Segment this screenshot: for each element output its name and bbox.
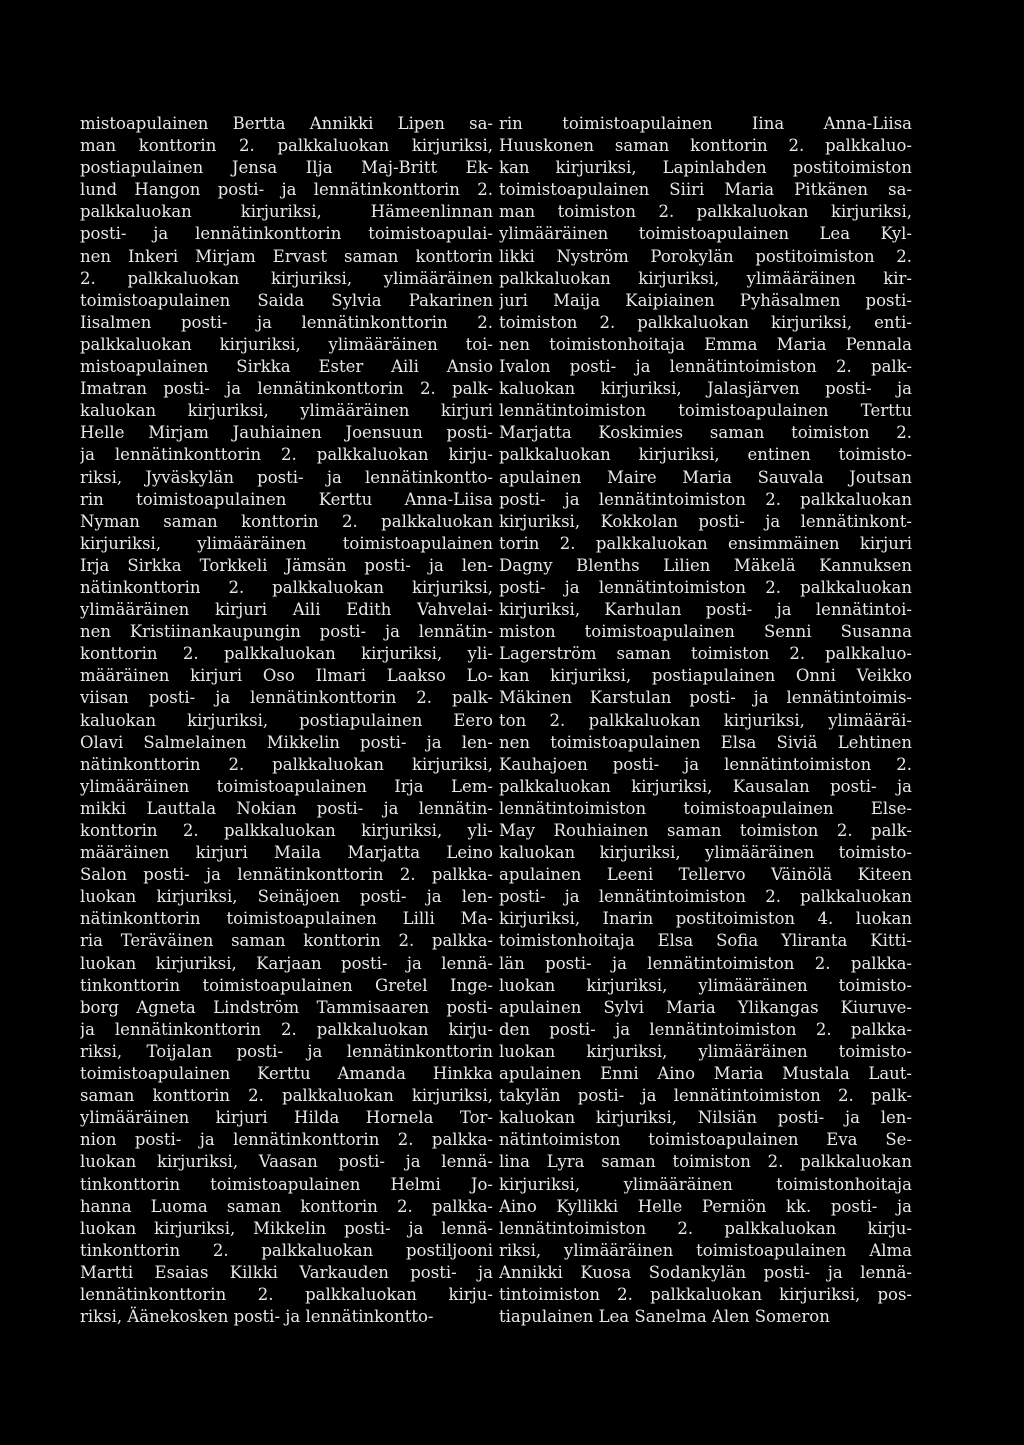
text-line: ria Teräväinen saman konttorin 2. palkka- bbox=[80, 931, 493, 951]
text-line: Ivalon posti- ja lennätintoimiston 2. palk- bbox=[499, 357, 912, 377]
text-line: riksi, ylimääräinen toimistoapulainen Alma bbox=[499, 1240, 912, 1260]
text-line: Lagerström saman toimiston 2. palkkaluo- bbox=[499, 644, 912, 664]
text-line: riksi, Toijalan posti- ja lennätinkonttorin bbox=[80, 1041, 493, 1061]
text-line: apulainen Leeni Tellervo Väinölä Kiteen bbox=[499, 865, 912, 885]
text-line: kaluokan kirjuriksi, Jalasjärven posti- ja bbox=[499, 379, 912, 399]
text-line: konttorin 2. palkkaluokan kirjuriksi, yli- bbox=[80, 821, 493, 840]
text-line: man toimiston 2. palkkaluokan kirjuriksi, bbox=[499, 202, 912, 222]
text-line: kaluokan kirjuriksi, ylimääräinen toimisto- bbox=[499, 843, 912, 863]
text-line: riksi, Jyväskylän posti- ja lennätinkontto- bbox=[80, 467, 493, 487]
text-line: Annikki Kuosa Sodankylän posti- ja lennä- bbox=[499, 1262, 912, 1282]
text-line: tinkonttorin toimistoapulainen Gretel Inge- bbox=[80, 975, 493, 995]
text-line: posti- ja lennätintoimiston 2. palkkaluokan bbox=[499, 887, 912, 907]
text-line: Martti Esaias Kilkki Varkauden posti- ja bbox=[80, 1262, 493, 1282]
text-line: rin toimistoapulainen Kerttu Anna-Liisa bbox=[80, 489, 493, 509]
text-line: posti- ja lennätintoimiston 2. palkkaluokan bbox=[499, 577, 912, 597]
text-line: tiapulainen Lea Sanelma Alen Someron bbox=[499, 1307, 830, 1327]
right-column bbox=[499, 113, 912, 1328]
text-line: toimistoapulainen Kerttu Amanda Hinkka bbox=[80, 1064, 493, 1084]
text-line: lennätintoimiston toimistoapulainen Else- bbox=[499, 798, 912, 818]
text-line: toimistoapulainen Siiri Maria Pitkänen sa- bbox=[499, 180, 912, 200]
text-line: Huuskonen saman konttorin 2. palkkaluo- bbox=[499, 136, 912, 156]
text-line: Helle Mirjam Jauhiainen Joensuun posti- bbox=[80, 423, 493, 443]
text-line: ylimääräinen toimistoapulainen Lea Kyl- bbox=[499, 224, 912, 244]
text-line: tintoimiston 2. palkkaluokan kirjuriksi, pos- bbox=[499, 1284, 912, 1304]
text-line: juri Maija Kaipiainen Pyhäsalmen posti- bbox=[499, 290, 912, 310]
text-line: postiapulainen Jensa Ilja Maj-Britt Ek- bbox=[80, 158, 493, 178]
text-line: toimistonhoitaja Elsa Sofia Yliranta Kitti- bbox=[499, 931, 912, 951]
text-line: rin toimistoapulainen Iina Anna-Liisa bbox=[499, 114, 912, 133]
text-line: lund Hangon posti- ja lennätinkonttorin 2. bbox=[80, 180, 493, 200]
text-line: luokan kirjuriksi, ylimääräinen toimisto- bbox=[499, 975, 912, 995]
text-line: palkkaluokan kirjuriksi, ylimääräinen kir- bbox=[499, 268, 912, 288]
text-line: Iisalmen posti- ja lennätinkonttorin 2. bbox=[80, 312, 493, 332]
text-line: lennätintoimiston toimistoapulainen Terttu bbox=[499, 401, 912, 421]
text-line: kirjuriksi, Karhulan posti- ja lennätintoi- bbox=[499, 600, 912, 620]
text-line: Aino Kyllikki Helle Perniön kk. posti- ja bbox=[499, 1196, 912, 1216]
text-line: palkkaluokan kirjuriksi, Kausalan posti- ja bbox=[499, 776, 912, 796]
text-line: Dagny Blenths Lilien Mäkelä Kannuksen bbox=[499, 555, 912, 575]
text-line: miston toimistoapulainen Senni Susanna bbox=[499, 622, 912, 642]
text-line: kaluokan kirjuriksi, postiapulainen Eero bbox=[80, 710, 493, 730]
text-line: nion posti- ja lennätinkonttorin 2. palkka- bbox=[80, 1130, 493, 1150]
text-line: Salon posti- ja lennätinkonttorin 2. palkka- bbox=[80, 865, 493, 885]
text-line: nen toimistonhoitaja Emma Maria Pennala bbox=[499, 334, 912, 354]
text-line: kirjuriksi, ylimääräinen toimistoapulainen bbox=[80, 533, 493, 553]
text-line: kirjuriksi, ylimääräinen toimistonhoitaja bbox=[499, 1174, 912, 1194]
text-line: likki Nyström Porokylän postitoimiston 2. bbox=[499, 246, 912, 266]
text-line: nen Inkeri Mirjam Ervast saman konttorin bbox=[80, 246, 493, 266]
text-line: nätinkonttorin 2. palkkaluokan kirjuriksi, bbox=[80, 577, 493, 597]
text-line: kan kirjuriksi, postiapulainen Onni Veikko bbox=[499, 666, 912, 686]
text-line: kirjuriksi, Kokkolan posti- ja lennätinkont- bbox=[499, 511, 912, 531]
text-line: posti- ja lennätinkonttorin toimistoapulai- bbox=[80, 224, 493, 244]
text-line: ton 2. palkkaluokan kirjuriksi, ylimääräi- bbox=[499, 710, 912, 730]
left-column bbox=[80, 113, 493, 1328]
text-line: nen toimistoapulainen Elsa Siviä Lehtinen bbox=[499, 732, 912, 752]
text-line: ylimääräinen toimistoapulainen Irja Lem- bbox=[80, 776, 493, 796]
text-line: ylimääräinen kirjuri Hilda Hornela Tor- bbox=[80, 1108, 493, 1128]
text-line: tinkonttorin 2. palkkaluokan postiljooni bbox=[80, 1240, 493, 1260]
text-line: May Rouhiainen saman toimiston 2. palk- bbox=[499, 821, 912, 840]
text-line: lina Lyra saman toimiston 2. palkkaluokan bbox=[499, 1152, 912, 1172]
text-line: luokan kirjuriksi, Karjaan posti- ja lennä- bbox=[80, 953, 493, 973]
text-line: palkkaluokan kirjuriksi, entinen toimisto- bbox=[499, 445, 912, 465]
text-line: 2. palkkaluokan kirjuriksi, ylimääräinen bbox=[80, 268, 493, 288]
text-line: palkkaluokan kirjuriksi, ylimääräinen toi- bbox=[80, 334, 493, 354]
text-line: kaluokan kirjuriksi, ylimääräinen kirjuri bbox=[80, 401, 493, 421]
text-line: toimiston 2. palkkaluokan kirjuriksi, enti- bbox=[499, 312, 912, 332]
text-line: nätinkonttorin toimistoapulainen Lilli Ma- bbox=[80, 909, 493, 929]
text-line: torin 2. palkkaluokan ensimmäinen kirjuri bbox=[499, 533, 912, 553]
text-line: Marjatta Koskimies saman toimiston 2. bbox=[499, 423, 912, 443]
text-line: tinkonttorin toimistoapulainen Helmi Jo- bbox=[80, 1174, 493, 1194]
text-line: kirjuriksi, Inarin postitoimiston 4. luokan bbox=[499, 909, 912, 929]
text-line: saman konttorin 2. palkkaluokan kirjuriksi, bbox=[80, 1086, 493, 1106]
text-line: palkkaluokan kirjuriksi, Hämeenlinnan bbox=[80, 202, 493, 222]
text-line: luokan kirjuriksi, Seinäjoen posti- ja len- bbox=[80, 887, 493, 907]
text-line: apulainen Enni Aino Maria Mustala Laut- bbox=[499, 1064, 912, 1084]
text-line: luokan kirjuriksi, ylimääräinen toimisto- bbox=[499, 1041, 912, 1061]
text-line: nätintoimiston toimistoapulainen Eva Se- bbox=[499, 1130, 912, 1150]
text-line: mistoapulainen Sirkka Ester Aili Ansio bbox=[80, 357, 493, 377]
text-line: län posti- ja lennätintoimiston 2. palkka- bbox=[499, 953, 912, 973]
text-line: posti- ja lennätintoimiston 2. palkkaluokan bbox=[499, 489, 912, 509]
text-line: den posti- ja lennätintoimiston 2. palkka- bbox=[499, 1019, 912, 1039]
text-line: apulainen Maire Maria Sauvala Joutsan bbox=[499, 467, 912, 487]
text-line: Kauhajoen posti- ja lennätintoimiston 2. bbox=[499, 754, 912, 774]
text-line: mistoapulainen Bertta Annikki Lipen sa- bbox=[80, 114, 493, 133]
text-line: hanna Luoma saman konttorin 2. palkka- bbox=[80, 1196, 493, 1216]
text-line: luokan kirjuriksi, Vaasan posti- ja lennä- bbox=[80, 1152, 493, 1172]
text-line: Imatran posti- ja lennätinkonttorin 2. palk- bbox=[80, 379, 493, 399]
text-line: man konttorin 2. palkkaluokan kirjuriksi, bbox=[80, 136, 493, 156]
text-line: viisan posti- ja lennätinkonttorin 2. palk- bbox=[80, 688, 493, 708]
text-line: kan kirjuriksi, Lapinlahden postitoimiston bbox=[499, 158, 912, 178]
text-line: määräinen kirjuri Maila Marjatta Leino bbox=[80, 843, 493, 863]
text-line: borg Agneta Lindström Tammisaaren posti- bbox=[80, 997, 493, 1017]
text-line: ja lennätinkonttorin 2. palkkaluokan kirju- bbox=[80, 1019, 493, 1039]
text-line: määräinen kirjuri Oso Ilmari Laakso Lo- bbox=[80, 666, 493, 686]
text-line: takylän posti- ja lennätintoimiston 2. palk- bbox=[499, 1086, 912, 1106]
text-line: Irja Sirkka Torkkeli Jämsän posti- ja len- bbox=[80, 555, 493, 575]
text-line: konttorin 2. palkkaluokan kirjuriksi, yli- bbox=[80, 644, 493, 664]
text-line: ja lennätinkonttorin 2. palkkaluokan kirju- bbox=[80, 445, 493, 465]
text-line: ylimääräinen kirjuri Aili Edith Vahvelai- bbox=[80, 600, 493, 620]
text-line: nätinkonttorin 2. palkkaluokan kirjuriksi, bbox=[80, 754, 493, 774]
text-line: riksi, Äänekosken posti- ja lennätinkontto- bbox=[80, 1307, 434, 1327]
text-line: kaluokan kirjuriksi, Nilsiän posti- ja len- bbox=[499, 1108, 912, 1128]
text-line: luokan kirjuriksi, Mikkelin posti- ja lennä- bbox=[80, 1218, 493, 1238]
text-line: Nyman saman konttorin 2. palkkaluokan bbox=[80, 511, 493, 531]
text-line: lennätinkonttorin 2. palkkaluokan kirju- bbox=[80, 1284, 493, 1304]
text-line: nen Kristiinankaupungin posti- ja lennätin- bbox=[80, 622, 493, 642]
text-line: Olavi Salmelainen Mikkelin posti- ja len- bbox=[80, 732, 493, 752]
text-line: mikki Lauttala Nokian posti- ja lennätin- bbox=[80, 798, 493, 818]
text-line: toimistoapulainen Saida Sylvia Pakarinen bbox=[80, 290, 493, 310]
text-line: lennätintoimiston 2. palkkaluokan kirju- bbox=[499, 1218, 912, 1238]
text-line: apulainen Sylvi Maria Ylikangas Kiuruve- bbox=[499, 997, 912, 1017]
text-line: Mäkinen Karstulan posti- ja lennätintoimis- bbox=[499, 688, 912, 708]
